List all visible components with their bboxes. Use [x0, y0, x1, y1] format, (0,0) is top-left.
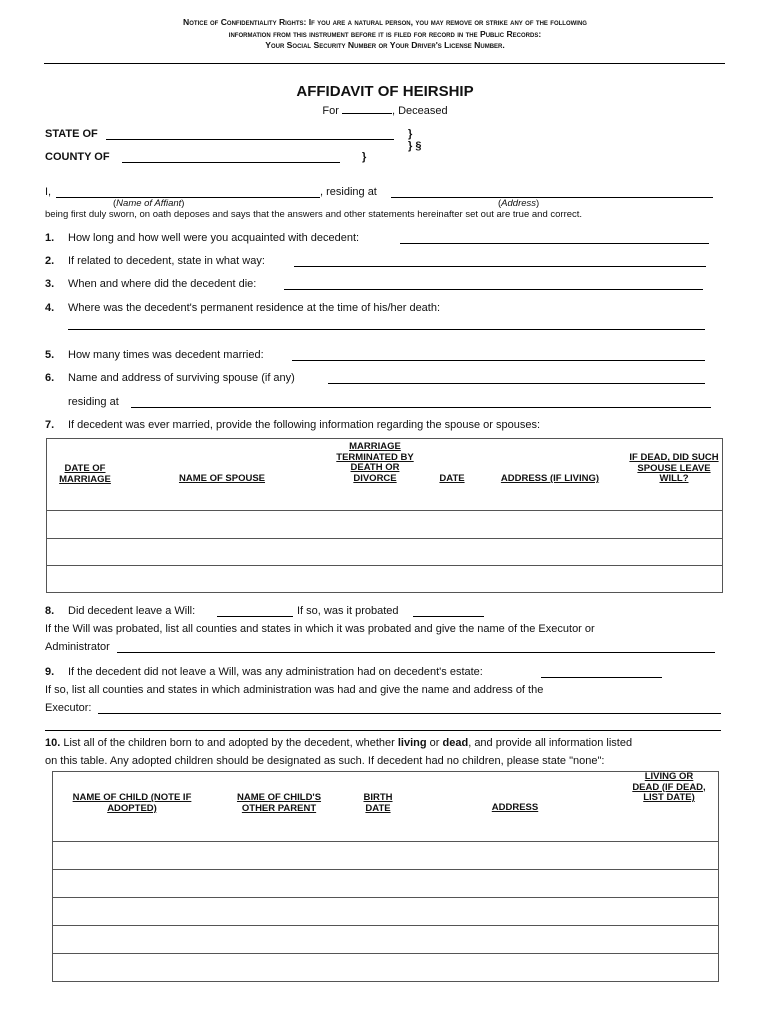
q9-text: If the decedent did not leave a Will, was any administration had on decedent's estate:	[68, 666, 483, 678]
for-label: For	[322, 105, 339, 117]
col-spouse-leave-will: IF DEAD, DID SUCH SPOUSE LEAVE WILL?	[629, 452, 719, 484]
q8-text: Did decedent leave a Will:	[68, 605, 196, 617]
col-living-or-dead: LIVING OR DEAD (IF DEAD, LIST DATE)	[632, 771, 706, 803]
q4-text: Where was the decedent's permanent residence at the time of his/her death:	[68, 302, 441, 314]
spouse-table-row[interactable]	[47, 511, 723, 539]
q8-will-field[interactable]	[217, 616, 293, 617]
q6-number: 6.	[45, 372, 55, 384]
affiant-residing-label: , residing at	[320, 186, 377, 198]
q3-text: When and where did the decedent die:	[68, 278, 257, 290]
q8-line-2: If the Will was probated, list all counties and states in which it was probated and give the name of the Executor or	[45, 623, 595, 635]
q2-text: If related to decedent, state in what way:	[68, 255, 265, 267]
affiant-address-field[interactable]	[391, 197, 713, 198]
q10-living: living	[397, 737, 427, 749]
q4-field[interactable]	[68, 329, 705, 330]
county-label: COUNTY OF	[45, 151, 110, 163]
children-table-row[interactable]	[53, 954, 719, 982]
notice-line-3: Your Social Security Number or Your Driver's License Number.	[265, 40, 505, 50]
q2-number: 2.	[45, 255, 55, 267]
notice-line-2: information from this instrument before it is filed for record in the Public Records:	[228, 28, 542, 39]
spouse-table-row[interactable]	[47, 566, 723, 593]
q1-field[interactable]	[400, 243, 709, 244]
q9-field[interactable]	[541, 677, 662, 678]
affiant-prefix: I,	[45, 186, 52, 198]
q2-field[interactable]	[294, 266, 706, 267]
q8-administrator-field[interactable]	[117, 652, 715, 653]
children-table-row[interactable]	[53, 842, 719, 870]
affiant-name-field[interactable]	[56, 197, 320, 198]
children-table-row[interactable]	[53, 898, 719, 926]
q5-text: How many times was decedent married:	[68, 349, 264, 361]
col-name-of-spouse: NAME OF SPOUSE	[178, 473, 266, 484]
q10-dead: dead	[442, 737, 469, 749]
q9-line-2: If so, list all counties and states in which administration was had and give the name and address of the	[45, 684, 544, 696]
state-label: STATE OF	[45, 128, 98, 140]
q8-administrator-label: Administrator	[45, 641, 110, 653]
col-other-parent: NAME OF CHILD'S OTHER PARENT	[236, 792, 322, 814]
deceased-label: , Deceased	[391, 105, 448, 117]
q5-number: 5.	[45, 349, 55, 361]
q9-executor-label: Executor:	[45, 702, 92, 714]
q3-field[interactable]	[284, 289, 703, 290]
document-title: AFFIDAVIT OF HEIRSHIP	[296, 83, 474, 100]
q10-number: 10.	[45, 737, 61, 749]
col-address-if-living: ADDRESS (IF LIVING)	[500, 473, 600, 484]
children-table-row[interactable]	[53, 926, 719, 954]
affiant-name-hint: (Name of Affiant)	[113, 198, 185, 209]
q6-field[interactable]	[328, 383, 705, 384]
q3-number: 3.	[45, 278, 55, 290]
col-date-of-marriage: DATE OF MARRIAGE	[59, 463, 111, 485]
col-birth-date: BIRTH DATE	[363, 792, 393, 814]
q10-line-1	[45, 737, 632, 749]
brace-bottom: }	[362, 151, 367, 163]
q9-extra-line[interactable]	[45, 730, 721, 731]
q8-probated-field[interactable]	[413, 616, 484, 617]
brace-top: }	[408, 128, 413, 140]
q5-field[interactable]	[292, 360, 705, 361]
oath-statement: being first duly sworn, on oath deposes and says that the answers and other statements hereinafter set out are true and correct.	[45, 209, 583, 220]
county-field[interactable]	[122, 162, 340, 163]
q9-number: 9.	[45, 666, 55, 678]
q1-number: 1.	[45, 232, 55, 244]
brace-section: } §	[408, 140, 422, 152]
q1-text: How long and how well were you acquainted with decedent:	[68, 232, 360, 244]
col-date: DATE	[439, 473, 465, 484]
deceased-name-field[interactable]	[342, 104, 392, 114]
notice-line-1: Notice of Confidentiality Rights: If you are a natural person, you may remove or strike any of the following	[183, 17, 587, 27]
children-table-row[interactable]	[53, 870, 719, 898]
q7-text: If decedent was ever married, provide the following information regarding the spouse or spouses:	[68, 419, 541, 431]
q6-text: Name and address of surviving spouse (if any)	[68, 372, 295, 384]
q6-residing-label: residing at	[68, 396, 119, 408]
q4-number: 4.	[45, 302, 55, 314]
col-name-of-child: NAME OF CHILD (NOTE IF ADOPTED)	[72, 792, 192, 814]
q10-text-b: , and provide all information listed	[468, 737, 633, 749]
state-field[interactable]	[106, 139, 394, 140]
q9-executor-field[interactable]	[98, 713, 721, 714]
col-marriage-terminated: MARRIAGE TERMINATED BY DEATH OR DIVORCE	[336, 441, 414, 484]
header-divider	[44, 63, 725, 64]
confidentiality-notice	[0, 17, 770, 52]
spouse-table-row[interactable]	[47, 539, 723, 566]
col-address: ADDRESS	[491, 802, 539, 813]
q10-line-2: on this table. Any adopted children should be designated as such. If decedent had no children, please state "none":	[45, 755, 605, 767]
q10-text-a: List all of the children born to and adopted by the decedent, whether	[63, 737, 395, 749]
q8-number: 8.	[45, 605, 55, 617]
deceased-line	[0, 104, 770, 117]
q6-residing-field[interactable]	[131, 407, 711, 408]
affiant-address-hint: (Address)	[498, 198, 540, 209]
q7-number: 7.	[45, 419, 55, 431]
q8-probated-label: If so, was it probated	[297, 605, 399, 617]
q10-or: or	[429, 737, 440, 749]
